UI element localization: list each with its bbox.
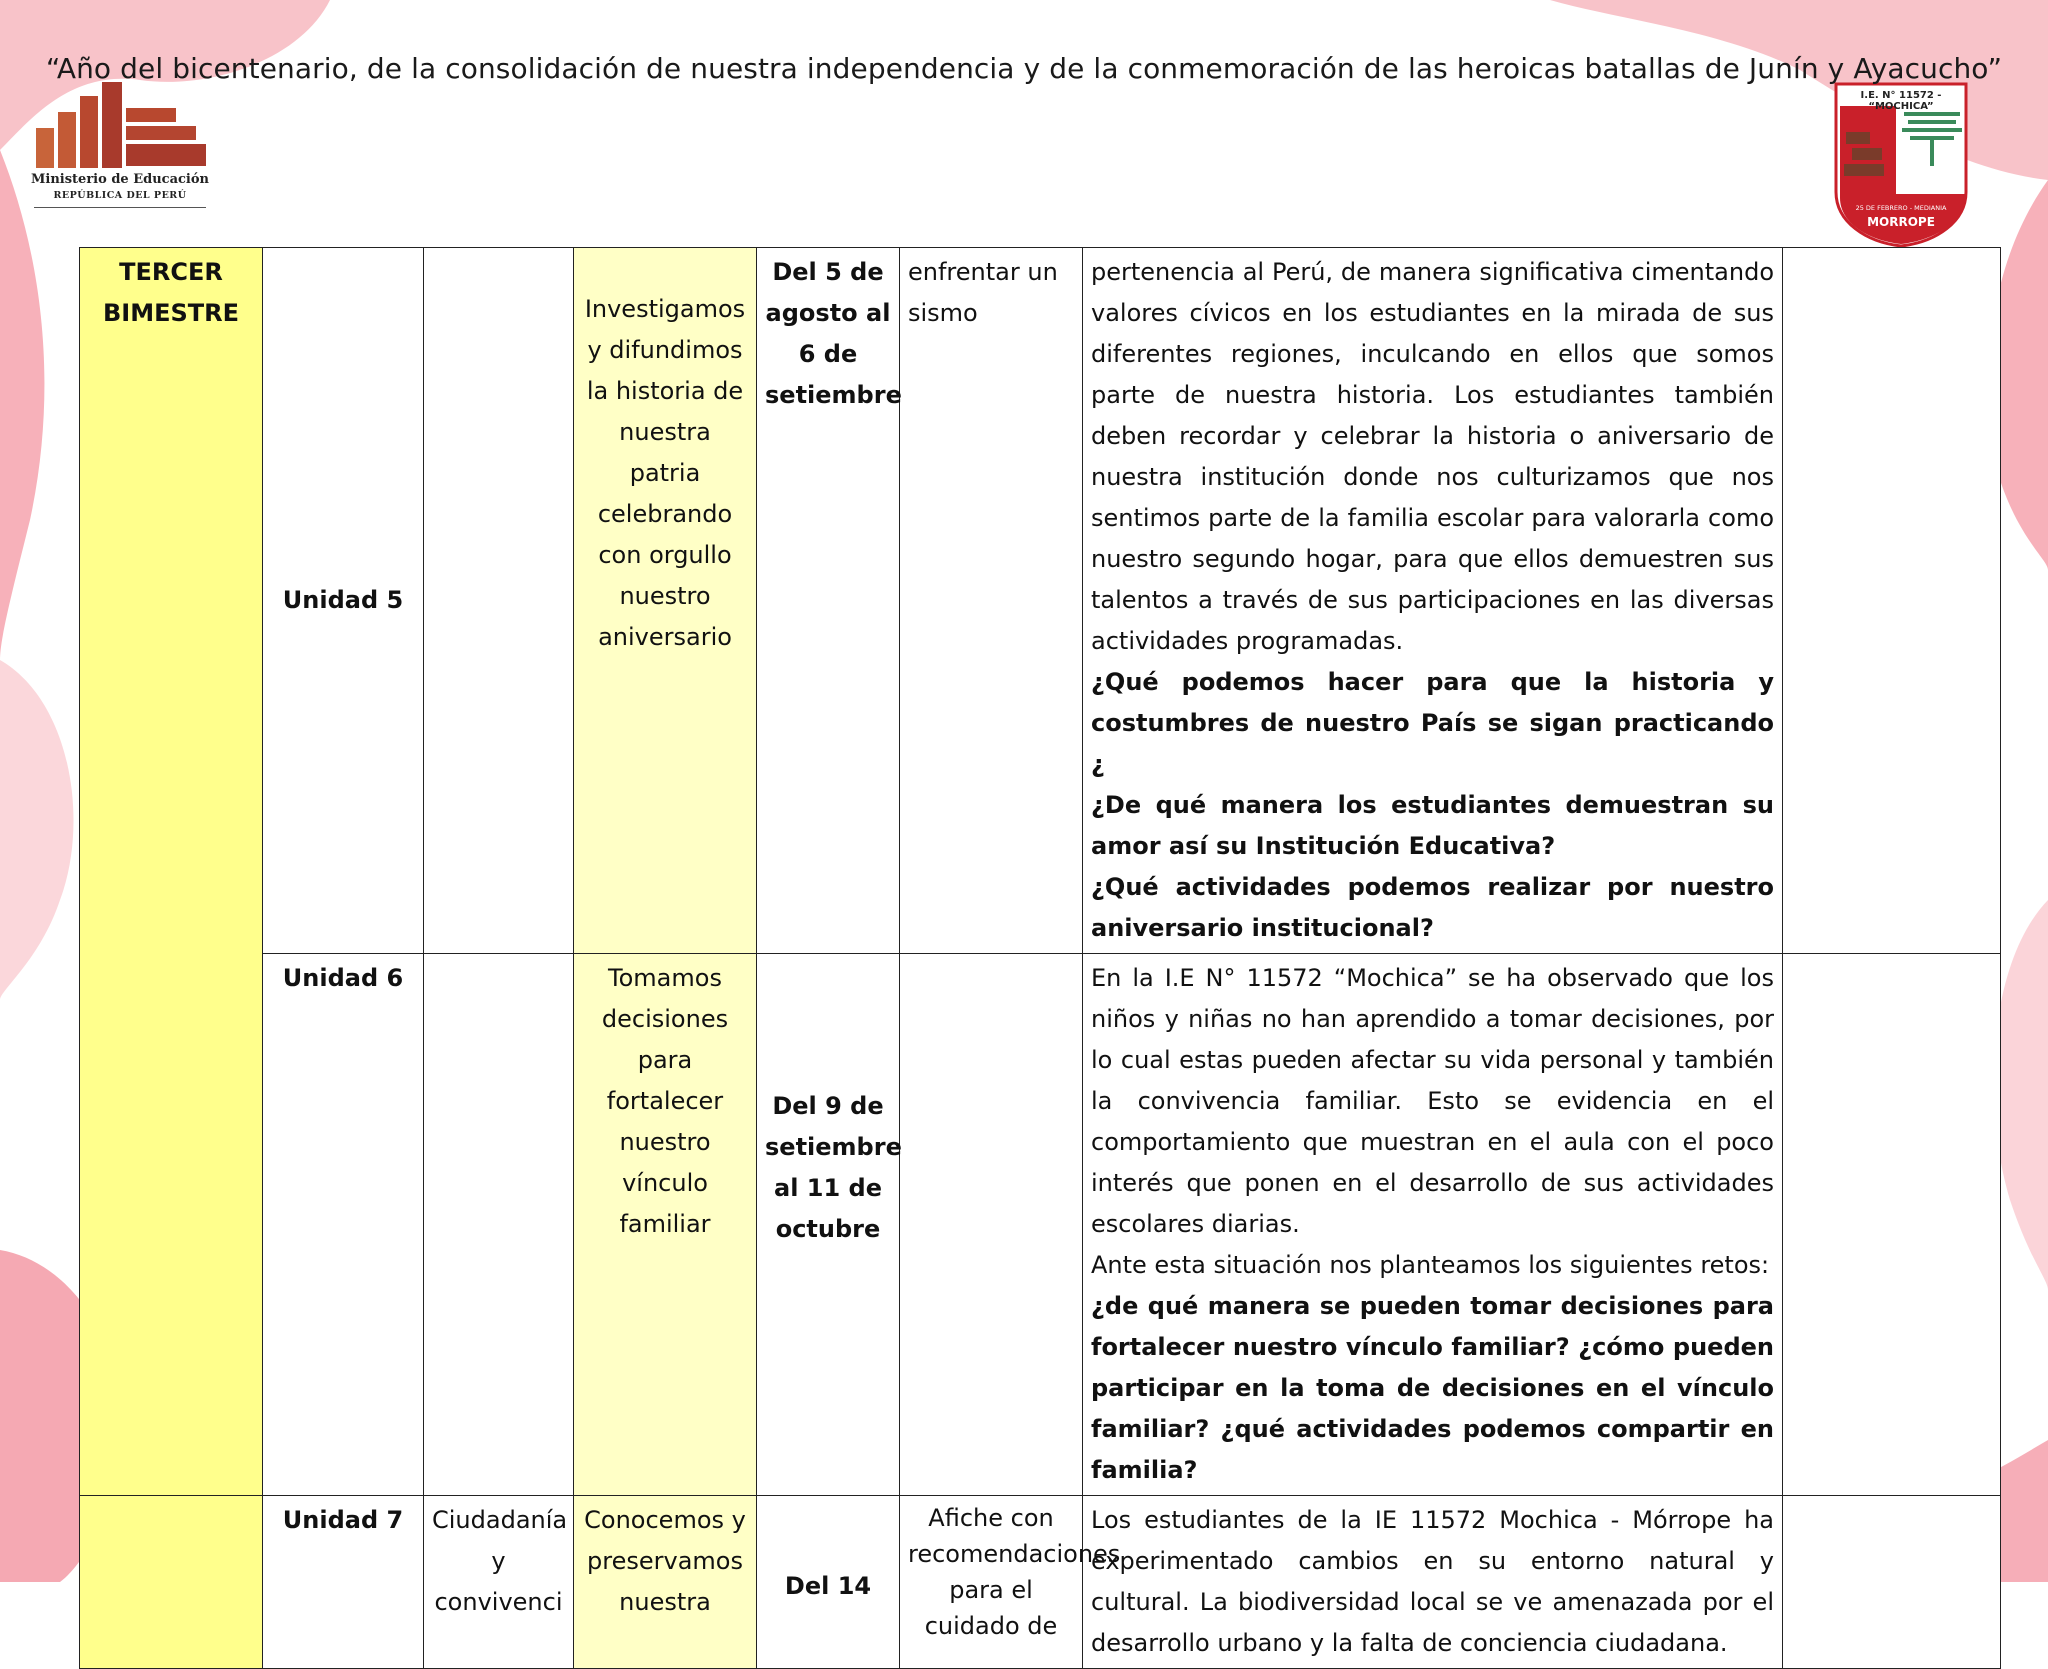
table-row	[80, 954, 2001, 1496]
unit-label: Unidad 7	[282, 1506, 404, 1534]
challenge-question: ¿de qué manera se pueden tomar decisiones para fortalecer nuestro vínculo familiar? ¿cómo pueden participar en la toma de decisiones en el vínculo familiar? ¿qué actividades podemos compartir en familia?	[1091, 1292, 1774, 1484]
bimester-label: TERCER BIMESTRE	[102, 258, 240, 327]
table-row	[80, 1496, 2001, 1669]
document-header-title: “Año del bicentenario, de la consolidación de nuestra independencia y de la conmemoración de las heroicas batallas de Junín y Ayacucho”	[45, 52, 2003, 85]
planning-table	[79, 247, 2001, 1669]
area-cell	[424, 248, 574, 954]
unit-title-cell: Tomamos decisiones para fortalecer nuestro vínculo familiar	[574, 954, 757, 1496]
product-cell: Afiche con recomendaciones para el cuidado de	[900, 1496, 1083, 1669]
school-crest	[1832, 82, 1970, 248]
situation-cell	[1083, 954, 1783, 1496]
situation-paragraph: Ante esta situación nos planteamos los siguientes retos:	[1091, 1251, 1770, 1279]
ministry-logo-name: Ministerio de Educación	[31, 172, 209, 187]
area-cell	[424, 954, 574, 1496]
bimester-cell	[80, 248, 263, 1496]
ministry-logo-subtitle: REPÚBLICA DEL PERÚ	[53, 190, 187, 201]
area-cell: Ciudadanía y convivenci	[424, 1496, 574, 1669]
unit-cell	[263, 248, 424, 954]
unit-title-cell: Investigamos y difundimos la historia de nuestra patria celebrando con orgullo nuestro aniversario	[574, 248, 757, 954]
product-cell: enfrentar un sismo	[900, 248, 1083, 954]
unit-cell	[263, 954, 424, 1496]
challenge-question: ¿Qué podemos hacer para que la historia y costumbres de nuestro País se sigan practicando ¿	[1091, 668, 1774, 778]
school-crest-date: 25 DE FEBRERO - MEDIANIA	[1855, 204, 1947, 212]
unit-label: Unidad 6	[282, 964, 404, 992]
date-cell: Del 14	[757, 1496, 900, 1669]
extra-cell	[1783, 248, 2001, 954]
bimester-cell	[80, 1496, 263, 1669]
unit-cell	[263, 1496, 424, 1669]
date-cell: Del 9 de setiembre al 11 de octubre	[757, 954, 900, 1496]
situation-paragraph: En la I.E N° 11572 “Mochica” se ha observado que los niños y niñas no han aprendido a tomar decisiones, por lo cual estas pueden afectar su vida personal y también la convivencia familiar. Esto se evidencia en el comportamiento que muestran en el aula con el poco interés que ponen en el desarrollo de sus actividades escolares diarias.	[1091, 964, 1774, 1238]
situation-cell	[1083, 248, 1783, 954]
ministry-logo-rule	[34, 207, 206, 208]
extra-cell	[1783, 954, 2001, 1496]
unit-title-cell: Conocemos y preservamos nuestra	[574, 1496, 757, 1669]
extra-cell	[1783, 1496, 2001, 1669]
ministry-logo-icon	[30, 78, 210, 172]
school-crest-town: MORROPE	[1867, 215, 1935, 229]
unit-label: Unidad 5	[282, 586, 404, 614]
situation-paragraph: pertenencia al Perú, de manera significativa cimentando valores cívicos en los estudiantes en la mirada de sus diferentes regiones, inculcando en ellos que somos parte de nuestra historia. Los estudiantes también deben recordar y celebrar la historia o aniversario de nuestra institución donde nos culturizamos que nos sentimos parte de la familia escolar para valorarla como nuestro segundo hogar, para que ellos demuestren sus talentos a través de sus participaciones en las diversas actividades programadas.	[1091, 258, 1774, 655]
challenge-question: ¿De qué manera los estudiantes demuestran su amor así su Institución Educativa?	[1091, 791, 1774, 860]
date-cell: Del 5 de agosto al 6 de setiembre	[757, 248, 900, 954]
challenge-question: ¿Qué actividades podemos realizar por nuestro aniversario institucional?	[1091, 873, 1774, 942]
situation-cell	[1083, 1496, 1783, 1669]
ministry-logo	[30, 78, 210, 208]
school-crest-name: I.E. N° 11572 - “MOCHICA”	[1860, 90, 1942, 112]
product-cell	[900, 954, 1083, 1496]
situation-paragraph: Los estudiantes de la IE 11572 Mochica - Mórrope ha experimentado cambios en su entorno natural y cultural. La biodiversidad local se ve amenazada por el desarrollo urbano y la falta de conciencia ciudadana.	[1091, 1506, 1774, 1657]
table-row	[80, 248, 2001, 954]
